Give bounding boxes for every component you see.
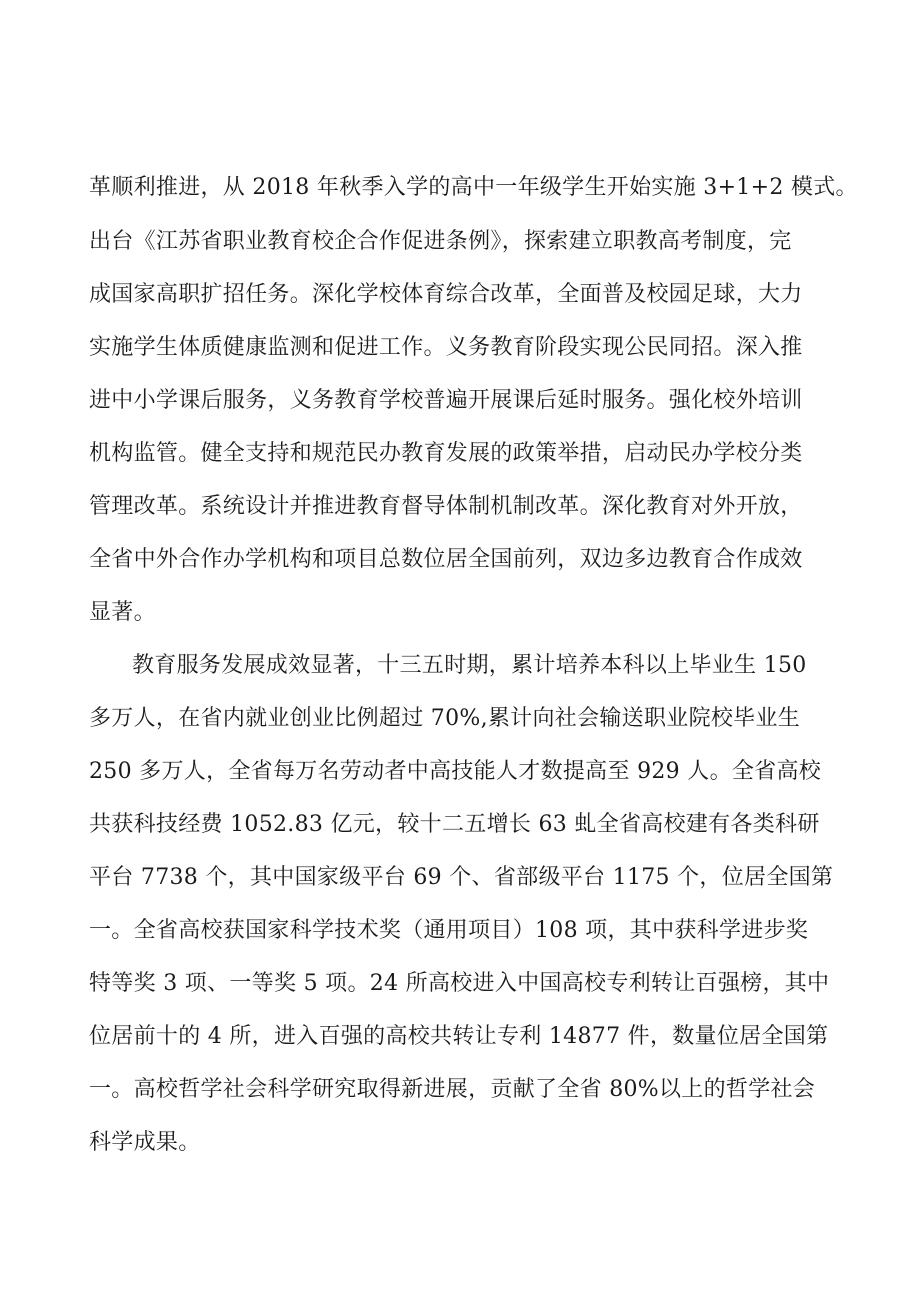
- paragraph-1-line-9: 显著。: [89, 600, 156, 625]
- paragraph-1-line-6: 机构监管。健全支持和规范民办教育发展的政策举措，启动民办学校分类: [89, 441, 803, 466]
- paragraph-1-line-2: 出台《江苏省职业教育校企合作促进条例》，探索建立职教高考制度，完: [89, 229, 792, 254]
- paragraph-1-line-5: 进中小学课后服务，义务教育学校普遍开展课后延时服务。强化校外培训: [89, 388, 803, 413]
- paragraph-2-line-6: 一。全省高校获国家科学技术奖（通用项目）108 项，其中获科学进步奖: [89, 918, 809, 943]
- paragraph-2-line-7: 特等奖 3 项、一等奖 5 项。24 所高校进入中国高校专利转让百强榜，其中: [89, 971, 830, 996]
- paragraph-2-line-2: 多万人，在省内就业创业比例超过 70%,累计向社会输送职业院校毕业生: [89, 706, 801, 731]
- paragraph-1-line-4: 实施学生体质健康监测和促进工作。义务教育阶段实现公民同招。深入推: [89, 335, 803, 360]
- paragraph-2-line-5: 平台 7738 个，其中国家级平台 69 个、省部级平台 1175 个，位居全国第: [89, 865, 834, 890]
- paragraph-1-line-3: 成国家高职扩招任务。深化学校体育综合改革，全面普及校园足球，大力: [89, 282, 803, 307]
- paragraph-1-line-8: 全省中外合作办学机构和项目总数位居全国前列，双边多边教育合作成效: [89, 547, 803, 572]
- paragraph-2-line-3: 250 多万人，全省每万名劳动者中高技能人才数提高至 929 人。全省高校: [89, 759, 822, 784]
- paragraph-2-line-10: 科学成果。: [89, 1130, 201, 1155]
- paragraph-2-line-9: 一。高校哲学社会科学研究取得新进展，贡献了全省 80%以上的哲学社会: [89, 1077, 816, 1102]
- paragraph-2-line-1: 教育服务发展成效显著，十三五时期，累计培养本科以上毕业生 150: [132, 653, 807, 678]
- paragraph-2-line-8: 位居前十的 4 所，进入百强的高校共转让专利 14877 件，数量位居全国第: [89, 1024, 829, 1049]
- paragraph-2-line-4: 共获科技经费 1052.83 亿元，较十二五增长 63 虬全省高校建有各类科研: [89, 812, 820, 837]
- paragraph-1-line-7: 管理改革。系统设计并推进教育督导体制机制改革。深化教育对外开放，: [89, 494, 803, 519]
- paragraph-1-line-1: 革顺利推进，从 2018 年秋季入学的高中一年级学生开始实施 3+1+2 模式。: [89, 175, 858, 200]
